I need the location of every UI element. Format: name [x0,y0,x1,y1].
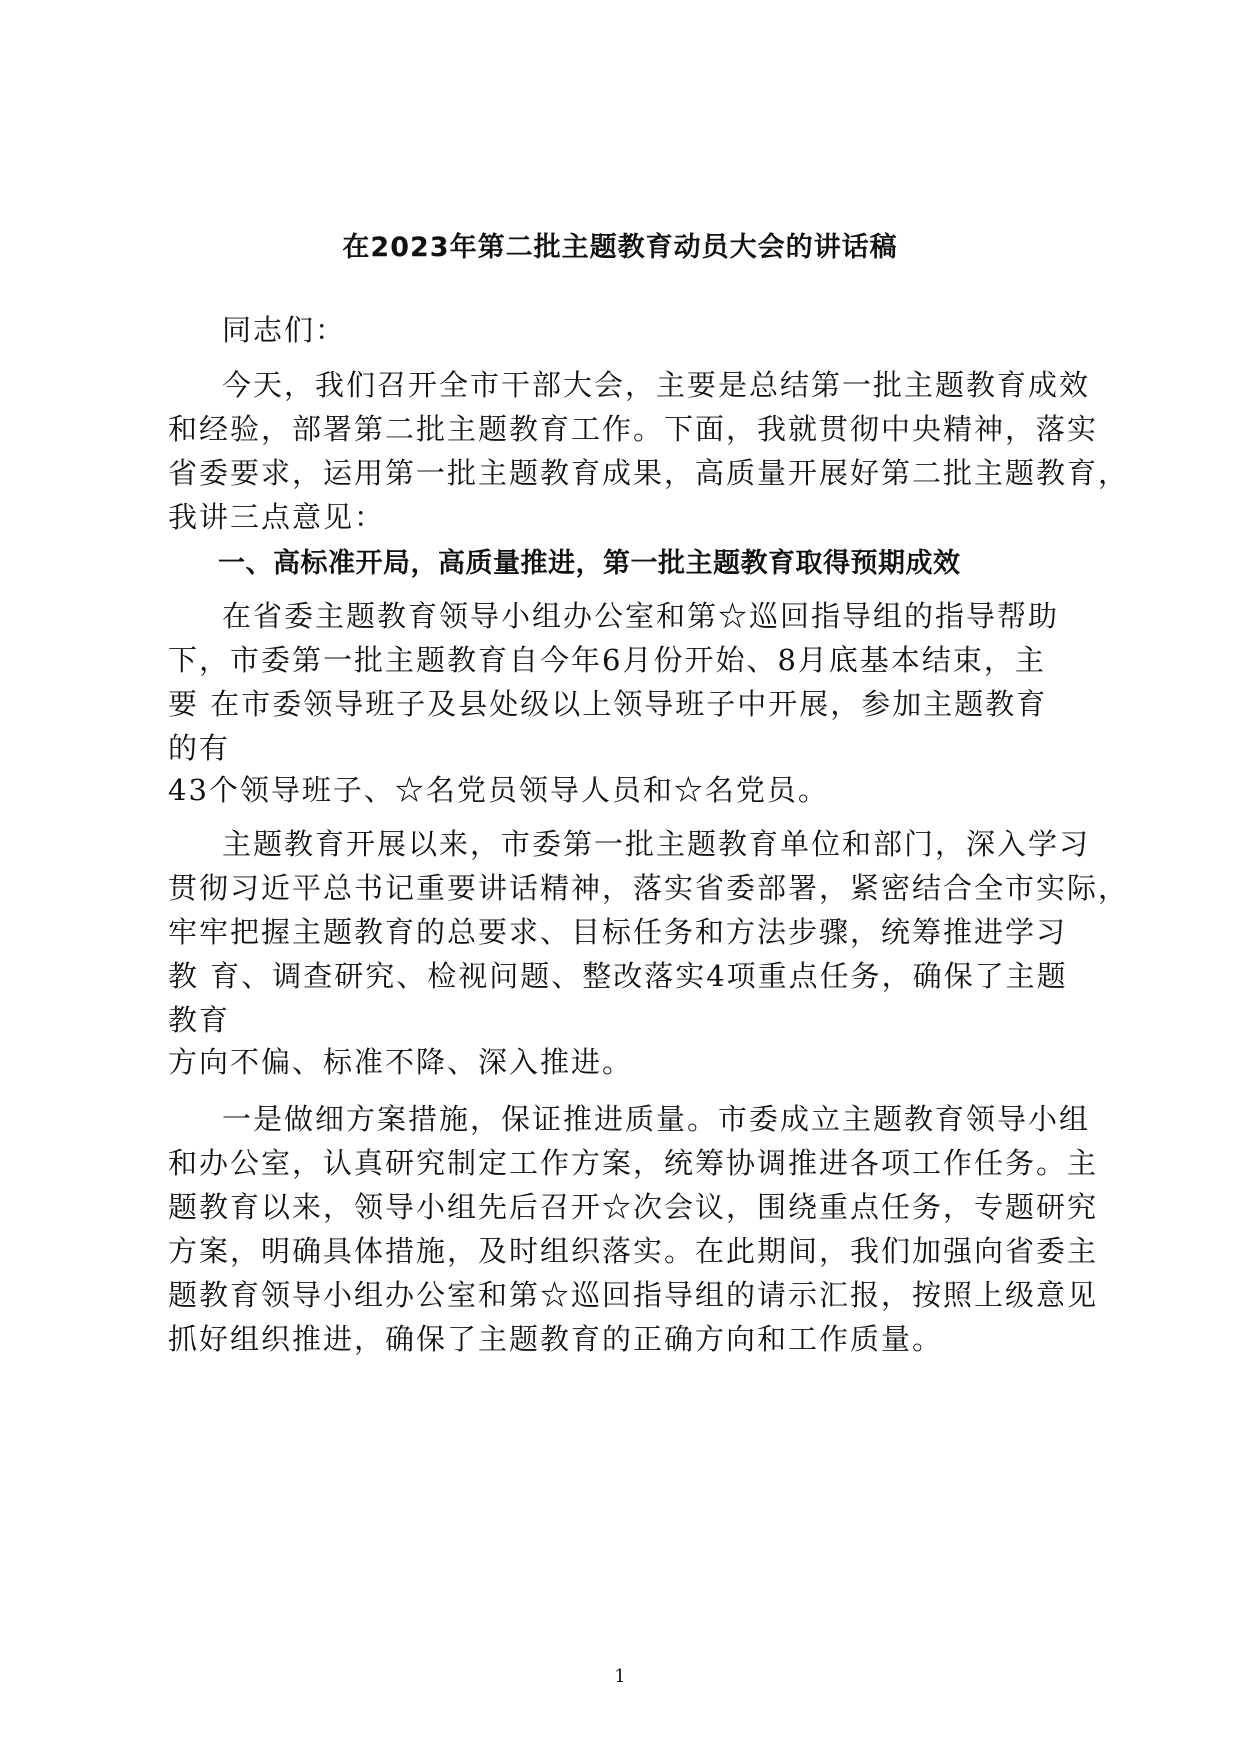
intro-line: 省委要求，运用第一批主题教育成果，高质量开展好第二批主题教育， [168,456,1130,490]
paragraph-line: 牢牢把握主题教育的总要求、目标任务和方法步骤，统筹推进学习 [168,915,1068,949]
section-heading: 一、高标准开局，高质量推进，第一批主题教育取得预期成效 [218,548,961,579]
salutation: 同志们： [222,313,347,347]
paragraph-line: 题教育以来，领导小组先后召开☆次会议，围绕重点任务，专题研究 [168,1190,1099,1224]
paragraph-line: 下，市委第一批主题教育自今年6月份开始、8月底基本结束，主 [168,643,1046,677]
document-title: 在2023年第二批主题教育动员大会的讲话稿 [342,232,898,263]
page-number: 1 [614,1666,626,1687]
intro-line: 和经验，部署第二批主题教育工作。下面，我就贯彻中央精神，落实 [168,412,1099,446]
paragraph-line: 主题教育开展以来，市委第一批主题教育单位和部门，深入学习 [222,827,1091,861]
intro-line: 今天，我们召开全市干部大会，主要是总结第一批主题教育成效 [222,368,1091,402]
paragraph-line: 的有 [168,731,231,765]
paragraph-line: 贯彻习近平总书记重要讲话精神，落实省委部署，紧密结合全市实际， [168,871,1130,905]
paragraph-line: 抓好组织推进，确保了主题教育的正确方向和工作质量。 [168,1322,944,1356]
paragraph-line: 在省委主题教育领导小组办公室和第☆巡回指导组的指导帮助 [222,599,1060,633]
intro-line: 我讲三点意见： [168,500,386,534]
paragraph-line: 教育 [168,1003,231,1037]
paragraph-line: 题教育领导小组办公室和第☆巡回指导组的请示汇报，按照上级意见 [168,1278,1099,1312]
paragraph-line: 方案，明确具体措施，及时组织落实。在此期间，我们加强向省委主 [168,1234,1099,1268]
paragraph-line: 一是做细方案措施，保证推进质量。市委成立主题教育领导小组 [222,1102,1091,1136]
paragraph-line: 教 育、调查研究、检视问题、整改落实4项重点任务，确保了主题 [168,959,1068,993]
paragraph-line: 要 在市委领导班子及县处级以上领导班子中开展，参加主题教育 [168,687,1048,721]
paragraph-line: 和办公室，认真研究制定工作方案，统筹协调推进各项工作任务。主 [168,1146,1099,1180]
paragraph-line: 方向不偏、标准不降、深入推进。 [168,1045,634,1079]
paragraph-line: 43个领导班子、☆名党员领导人员和☆名党员。 [168,773,829,807]
